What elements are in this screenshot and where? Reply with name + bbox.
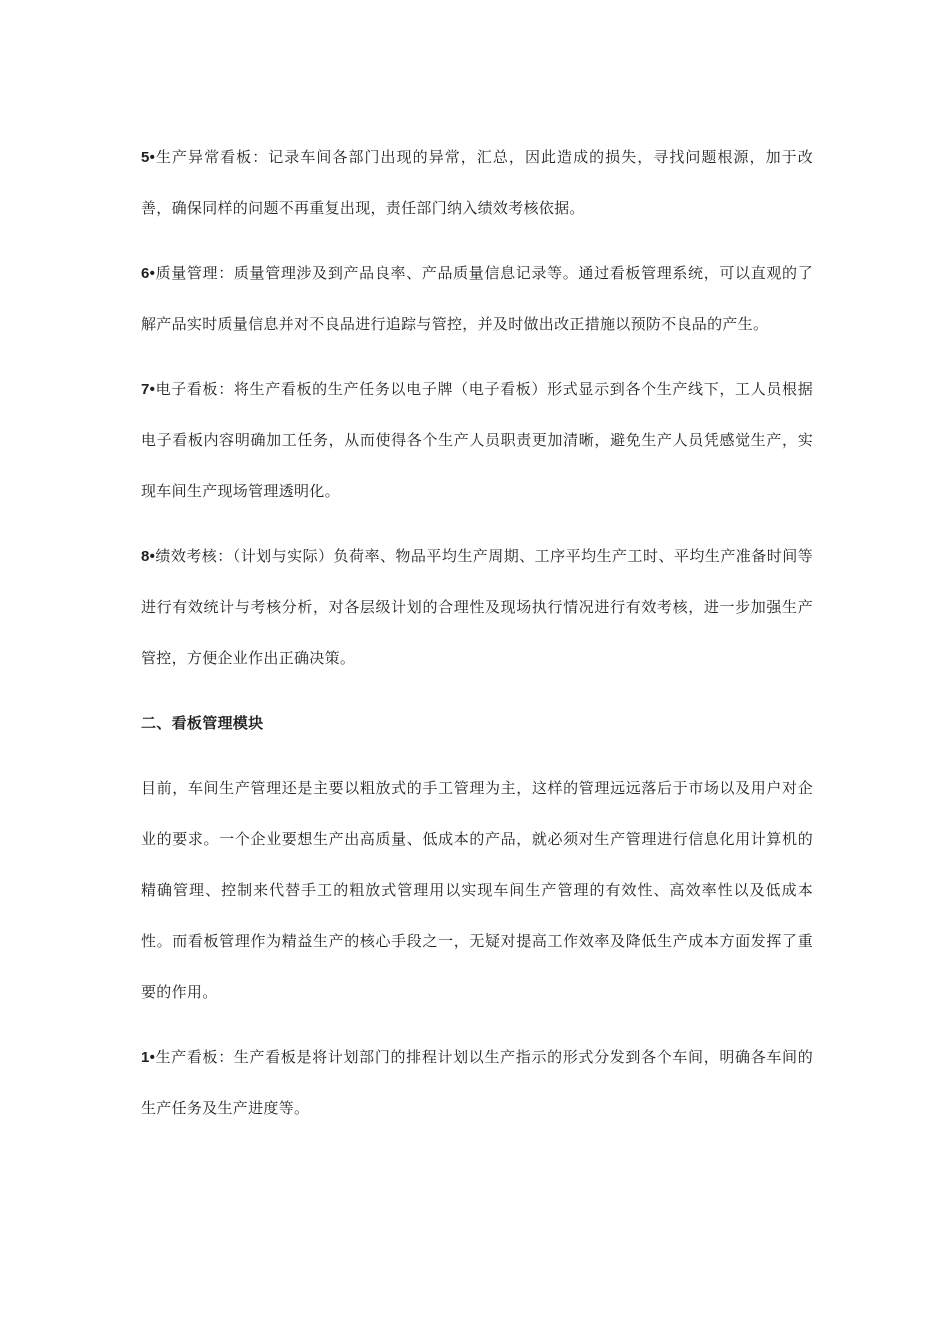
paragraph-text: 绩效考核：（计划与实际）负荷率、物品平均生产周期、工序平均生产工时、平均生产准备时间等进行有效统计与考核分析，对各层级计划的合理性及现场执行情况进行有效考核，进一步加强生产管控，方便企业作出正确决策。 <box>141 547 813 667</box>
paragraph-item-1 <box>141 1032 813 1134</box>
item-number: 6• <box>141 265 156 282</box>
item-number: 7• <box>141 381 156 398</box>
paragraph-item-5 <box>141 132 813 234</box>
paragraph-item-7 <box>141 364 813 517</box>
paragraph-text: 质量管理：质量管理涉及到产品良率、产品质量信息记录等。通过看板管理系统，可以直观的了解产品实时质量信息并对不良品进行追踪与管控，并及时做出改正措施以预防不良品的产生。 <box>141 264 813 333</box>
paragraph-text: 生产异常看板：记录车间各部门出现的异常，汇总，因此造成的损失，寻找问题根源，加于改善，确保同样的问题不再重复出现，责任部门纳入绩效考核依据。 <box>141 148 813 217</box>
item-number: 1• <box>141 1049 156 1066</box>
item-number: 8• <box>141 548 156 565</box>
paragraph-text: 生产看板：生产看板是将计划部门的排程计划以生产指示的形式分发到各个车间，明确各车间的生产任务及生产进度等。 <box>141 1048 813 1117</box>
item-number: 5• <box>141 149 156 166</box>
section-heading: 二、看板管理模块 <box>141 714 264 732</box>
paragraph-item-6 <box>141 248 813 350</box>
document-body <box>141 132 813 1148</box>
intro-paragraph: 目前，车间生产管理还是主要以粗放式的手工管理为主，这样的管理远远落后于市场以及用户对企业的要求。一个企业要想生产出高质量、低成本的产品，就必须对生产管理进行信息化用计算机的精确管理、控制来代替手工的粗放式管理用以实现车间生产管理的有效性、高效率性以及低成本性。而看板管理作为精益生产的核心手段之一，无疑对提高工作效率及降低生产成本方面发挥了重要的作用。 <box>141 779 813 1001</box>
paragraph-text: 电子看板：将生产看板的生产任务以电子牌（电子看板）形式显示到各个生产线下，工人员根据电子看板内容明确加工任务，从而使得各个生产人员职责更加清晰，避免生产人员凭感觉生产，实现车间生产现场管理透明化。 <box>141 380 813 500</box>
paragraph-item-8 <box>141 531 813 684</box>
